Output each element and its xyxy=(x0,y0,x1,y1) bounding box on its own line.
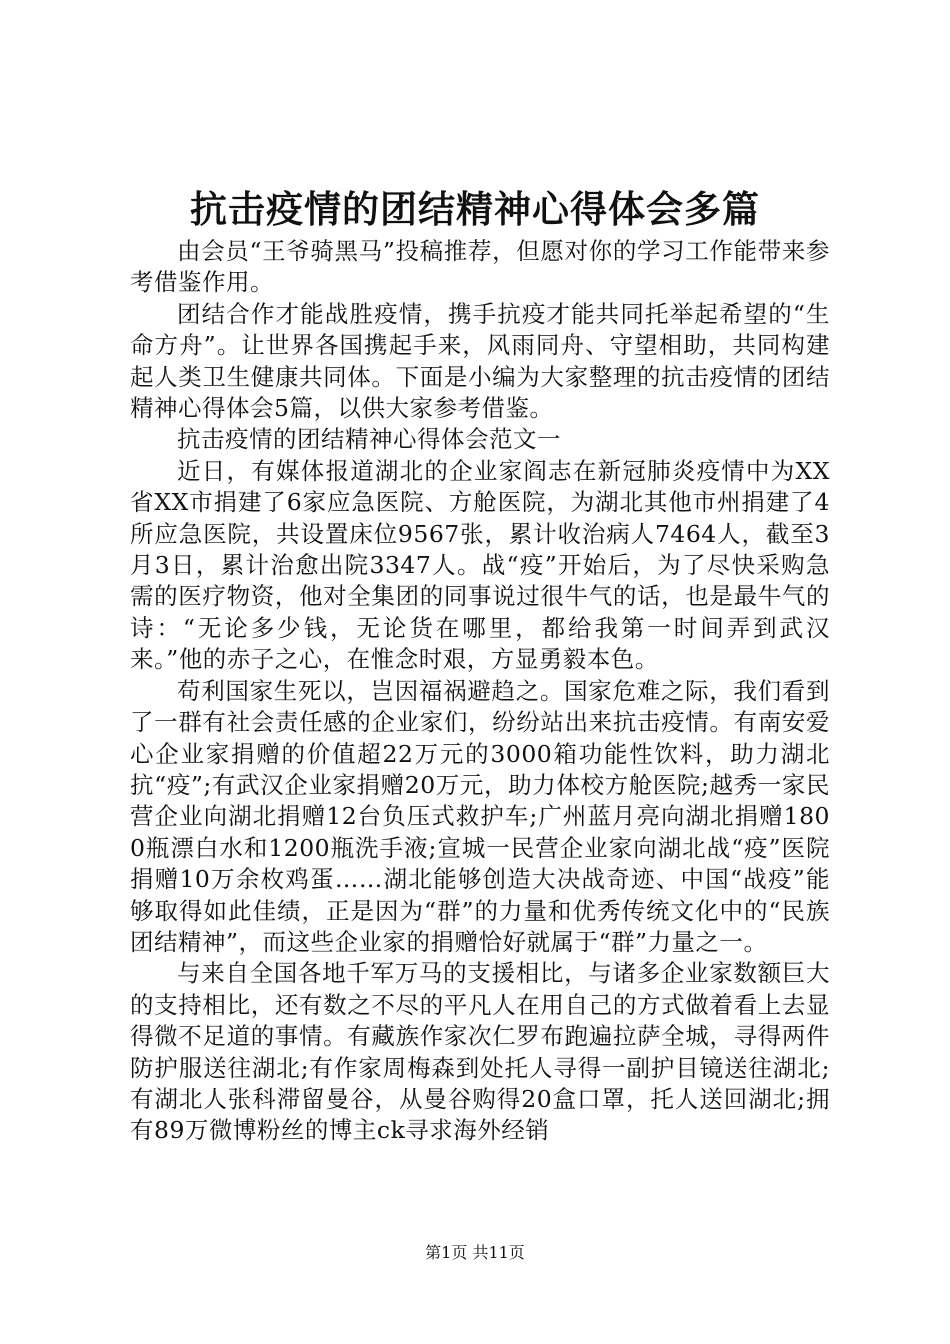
document-title: 抗击疫情的团结精神心得体会多篇 xyxy=(190,188,760,231)
paragraph-body: 近日，有媒体报道湖北的企业家阎志在新冠肺炎疫情中为XX省XX市捐建了6家应急医院、方舱医院，为湖北其他市州捐建了4所应急医院，共设置床位9567张，累计收治病人7464人，截至3月3日，累计治愈出院3347人。战“疫”开始后，为了尽快采购急需的医疗物资，他对全集团的同事说过很牛气的话，也是最牛气的诗：“无论多少钱，无论货在哪里，都给我第一时间弄到武汉来。”他的赤子之心，在惟念时艰，方显勇毅本色。 xyxy=(130,456,830,674)
paragraph-summary: 团结合作才能战胜疫情，携手抗疫才能共同托举起希望的“生命方舟”。让世界各国携起手来，风雨同舟、守望相助，共同构建起人类卫生健康共同体。下面是小编为大家整理的抗击疫情的团结精神心得体会5篇，以供大家参考借鉴。 xyxy=(130,299,830,423)
paragraph-intro: 由会员“王爷骑黑马”投稿推荐，但愿对你的学习工作能带来参考借鉴作用。 xyxy=(130,237,830,297)
paragraph-body: 与来自全国各地千军万马的支援相比，与诸多企业家数额巨大的支持相比，还有数之不尽的平凡人在用自己的方式做着看上去显得微不足道的事情。有藏族作家次仁罗布跑遍拉萨全城，寻得两件防护服送往湖北;有作家周梅森到处托人寻得一副护目镜送往湖北;有湖北人张科滞留曼谷，从曼谷购得20盒口罩，托人送回湖北;拥有89万微博粉丝的博主ck寻求海外经销 xyxy=(130,959,830,1145)
section-heading: 抗击疫情的团结精神心得体会范文一 xyxy=(177,425,561,454)
document-body xyxy=(130,236,830,1147)
paragraph-body: 苟利国家生死以，岂因福祸避趋之。国家危难之际，我们看到了一群有社会责任感的企业家们，纷纷站出来抗击疫情。有南安爱心企业家捐赠的价值超22万元的3000箱功能性饮料，助力湖北抗“疫”;有武汉企业家捐赠20万元，助力体校方舱医院;越秀一家民营企业向湖北捐赠12台负压式救护车;广州蓝月亮向湖北捐赠1800瓶漂白水和1200瓶洗手液;宣城一民营企业家向湖北战“疫”医院捐赠10万余枚鸡蛋……湖北能够创造大决战奇迹、中国“战疫”能够取得如此佳绩，正是因为“群”的力量和优秀传统文化中的“民族团结精神”，而这些企业家的捐赠恰好就属于“群”力量之一。 xyxy=(130,676,830,956)
page-number-footer: 第1页 共11页 xyxy=(425,1243,525,1262)
